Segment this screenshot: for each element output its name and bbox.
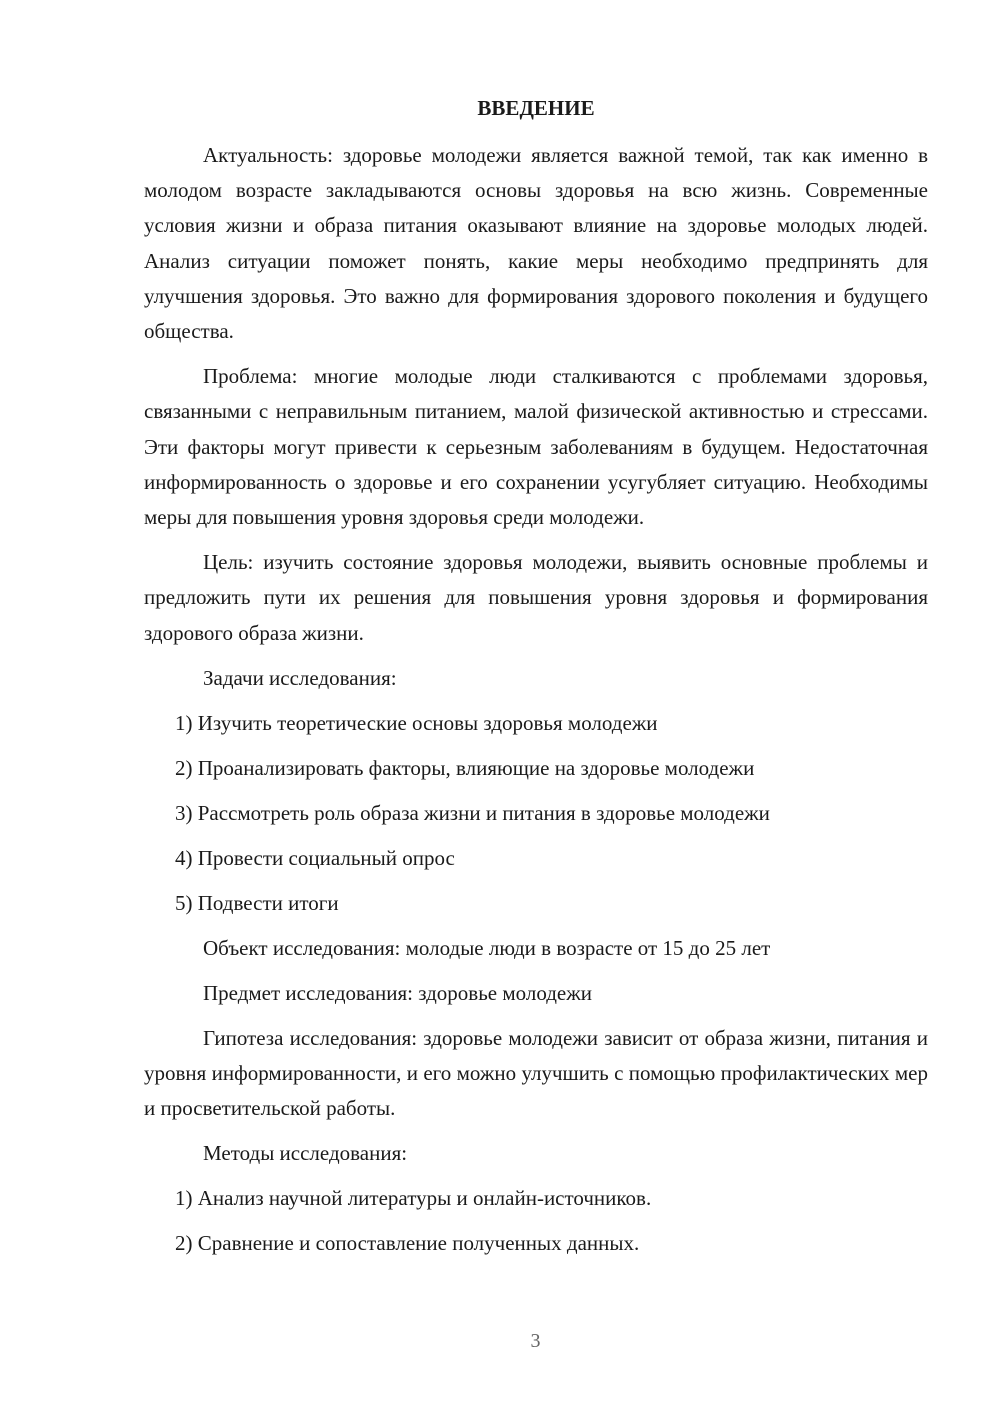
methods-list [144,1181,928,1261]
methods-heading: Методы исследования: [203,1141,408,1166]
page-title: ВВЕДЕНИЕ [477,96,595,120]
page-number: 3 [530,1330,541,1352]
tasks-list [144,706,928,921]
problem-paragraph: Проблема: многие молодые люди сталкиваются с проблемами здоровья, связанными с неправильным питанием, малой физической активностью и стрессами. Эти факторы могут привести к серьезным заболеваниям в будущем. Недостаточная информированность о здоровье и его сохранении усугубляет ситуацию. Необходимы меры для повышения уровня здоровья среди молодежи. [144,364,928,530]
task-item: 5) Подвести итоги [175,890,339,915]
research-object: Объект исследования: молодые люди в возрасте от 15 до 25 лет [203,935,771,960]
task-item: 1) Изучить теоретические основы здоровья молодежи [175,710,658,735]
relevance-paragraph: Актуальность: здоровье молодежи является важной темой, так как именно в молодом возрасте закладываются основы здоровья на всю жизнь. Современные условия жизни и образа питания оказывают влияние на здоровье молодых людей. Анализ ситуации поможет понять, какие меры необходимо предпринять для улучшения здоровья. Это важно для формирования здорового поколения и будущего общества. [144,143,928,344]
goal-paragraph: Цель: изучить состояние здоровья молодежи, выявить основные проблемы и предложить пути их решения для повышения уровня здоровья и формирования здорового образа жизни. [144,550,928,645]
task-item: 2) Проанализировать факторы, влияющие на здоровье молодежи [175,755,755,780]
hypothesis-paragraph: Гипотеза исследования: здоровье молодежи зависит от образа жизни, питания и уровня информированности, и его можно улучшить с помощью профилактических мер и просветительской работы. [144,1025,928,1121]
task-item: 3) Рассмотреть роль образа жизни и питания в здоровье молодежи [175,800,770,825]
method-item: 1) Анализ научной литературы и онлайн-источников. [175,1186,652,1211]
task-item: 4) Провести социальный опрос [175,845,455,870]
method-item: 2) Сравнение и сопоставление полученных данных. [175,1231,640,1256]
research-subject: Предмет исследования: здоровье молодежи [203,980,593,1005]
tasks-heading: Задачи исследования: [203,665,397,690]
